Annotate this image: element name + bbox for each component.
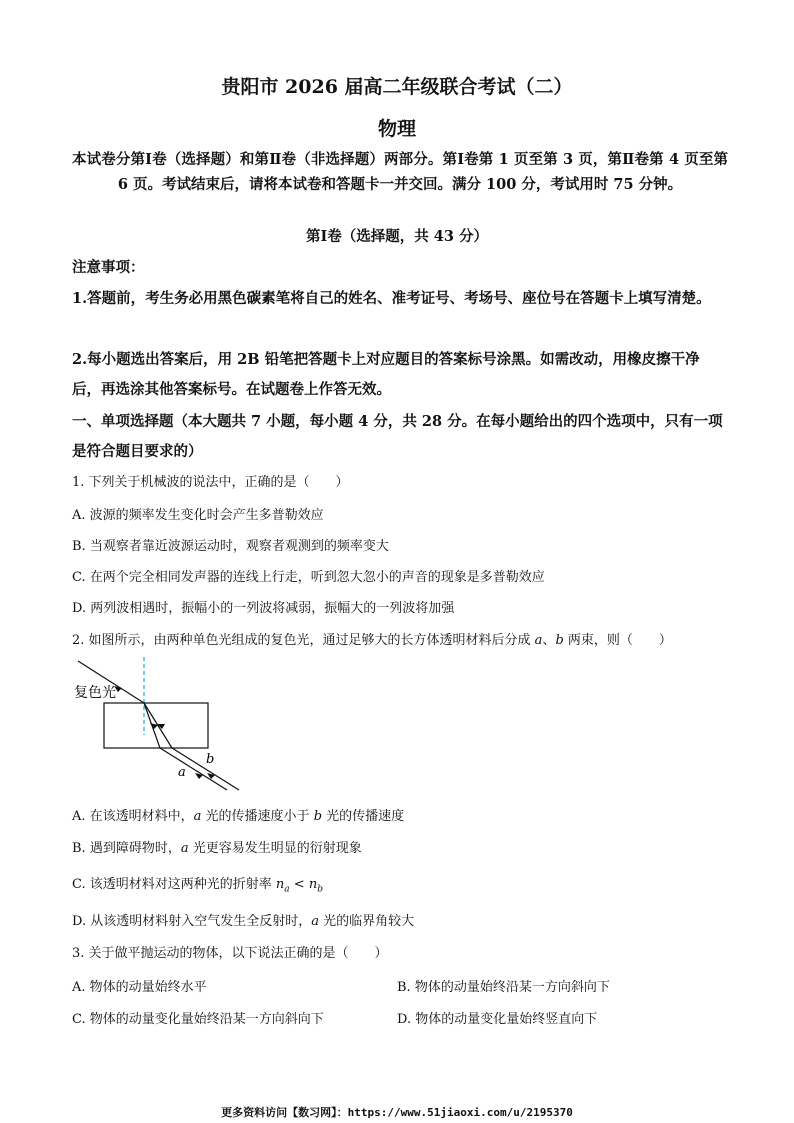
- q2-d-text-2: 光的临界角较大: [319, 914, 415, 929]
- q2-c-n-a: n: [275, 877, 285, 892]
- note-item-2: 2.每小题选出答案后，用 2B 铅笔把答题卡上对应题目的答案标号涂黑。如需改动，用橡皮擦干净后，再选涂其他答案标号。在试题卷上作答无效。: [72, 351, 700, 398]
- notes-heading: 注意事项：: [72, 259, 145, 276]
- q2-a-var-a: a: [193, 809, 202, 824]
- q2-option-b: [72, 840, 362, 858]
- q3-option-c: C. 物体的动量变化量始终沿某一方向斜向下: [72, 1012, 324, 1027]
- ray-a-out: [160, 748, 227, 790]
- q3-option-d: D. 物体的动量变化量始终竖直向下: [397, 1012, 598, 1027]
- q1-option-b: B. 当观察者靠近波源运动时，观察者观测到的频率变大: [72, 539, 389, 554]
- q2-c-n-b: n: [308, 877, 318, 892]
- q2-option-c: [72, 876, 323, 899]
- q2-a-text-2: 光的传播速度小于: [201, 809, 314, 824]
- q1-option-c: C. 在两个完全相同发声器的连线上行走，听到忽大忽小的声音的现象是多普勒效应: [72, 570, 545, 585]
- note-item-1: 1.答题前，考生务必用黑色碳素笔将自己的姓名、准考证号、考场号、座位号在答题卡上填写清楚。: [72, 290, 711, 307]
- q2-a-text-3: 光的传播速度: [322, 809, 405, 824]
- footer: [0, 1104, 794, 1120]
- subject-title: 物理: [377, 118, 416, 140]
- q2-d-text-1: D. 从该透明材料射入空气发生全反射时，: [72, 914, 312, 929]
- q2-a-text-1: A. 在该透明材料中，: [72, 809, 194, 824]
- q2-stem-end: 两束，则（ ）: [563, 633, 672, 648]
- q3-option-a: A. 物体的动量始终水平: [72, 980, 207, 995]
- q1-option-a: A. 波源的频率发生变化时会产生多普勒效应: [72, 508, 324, 523]
- q2-c-sub-a: a: [284, 884, 290, 895]
- section-heading: 一、单项选择题（本大题共 7 小题，每小题 4 分，共 28 分。在每小题给出的四个选项中，只有一项是符合题目要求的）: [72, 413, 723, 460]
- refraction-diagram: [72, 655, 282, 795]
- q3-option-b: B. 物体的动量始终沿某一方向斜向下: [397, 980, 610, 995]
- q3-stem: 3. 关于做平抛运动的物体，以下说法正确的是（ ）: [72, 946, 388, 961]
- q2-d-var-a: a: [311, 914, 319, 929]
- exam-intro: 本试卷分第Ⅰ卷（选择题）和第Ⅱ卷（非选择题）两部分。第Ⅰ卷第 1 页至第 3 页，第Ⅱ卷第 4 页至第 6 页。考试结束后，请将本试卷和答题卡一并交回。满分 100 分，考试用时 75 分钟。: [72, 151, 728, 193]
- q2-stem-text: 2. 如图所示，由两种单色光组成的复色光，通过足够大的长方体透明材料后分成: [72, 633, 535, 648]
- q1-stem: 1. 下列关于机械波的说法中，正确的是（ ）: [72, 475, 349, 490]
- part-one-title: 第Ⅰ卷（选择题，共 43 分）: [305, 228, 489, 245]
- q2-b-text-2: 光更容易发生明显的衍射现象: [188, 841, 362, 856]
- q2-c-sub-b: b: [317, 884, 323, 895]
- q2-c-less-than: <: [289, 877, 309, 892]
- label-composite-light: 复色光: [74, 685, 116, 701]
- q2-option-a: [72, 808, 404, 826]
- q2-b-text-1: B. 遇到障碍物时，: [72, 841, 181, 856]
- q2-stem-sep: 、: [542, 633, 556, 648]
- q2-stem-a: a: [534, 633, 543, 648]
- footer-prefix: 更多资料访问【数习网】：: [221, 1106, 348, 1119]
- q2-a-var-b: b: [313, 809, 323, 824]
- q2-c-text: C. 该透明材料对这两种光的折射率: [72, 877, 276, 892]
- exam-title: 贵阳市 2026 届高二年级联合考试（二）: [221, 76, 573, 98]
- q1-option-d: D. 两列波相遇时，振幅小的一列波将减弱，振幅大的一列波将加强: [72, 601, 455, 616]
- q2-b-var-a: a: [180, 841, 189, 856]
- q2-option-d: [72, 913, 414, 931]
- q2-stem-b: b: [555, 633, 564, 648]
- label-a: a: [178, 765, 186, 780]
- q2-stem: [72, 632, 672, 650]
- footer-link[interactable]: https://www.51jiaoxi.com/u/2195370: [347, 1106, 573, 1119]
- label-b: b: [206, 752, 215, 767]
